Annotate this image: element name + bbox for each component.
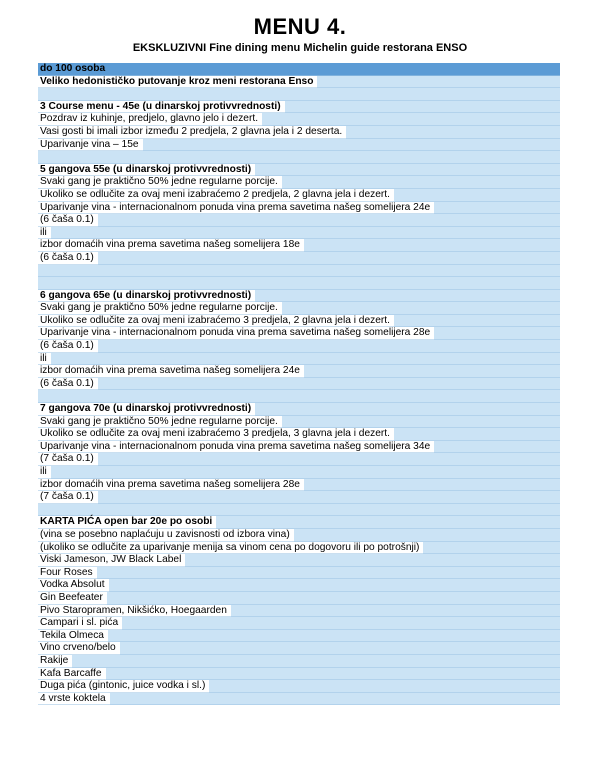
menu-row-text: Pivo Staropramen, Nikšićko, Hoegaarden	[40, 604, 227, 616]
menu-row-text: Svaki gang je praktično 50% jedne regularne porcije.	[40, 176, 278, 188]
menu-row-text: ili	[40, 466, 47, 477]
menu-row-text: (ukoliko se odlučite za uparivanje menija sa vinom cena po dogovoru ili po potrošnji)	[40, 541, 420, 553]
menu-row	[38, 302, 560, 315]
menu-row	[38, 693, 560, 706]
menu-table	[38, 63, 560, 705]
menu-row-text: ili	[40, 352, 47, 364]
menu-row	[38, 126, 560, 139]
menu-row-text: 5 gangova 55e (u dinarskoj protivvrednosti)	[40, 163, 252, 175]
menu-row-text: (7 čaša 0.1)	[40, 453, 94, 465]
menu-row	[38, 554, 560, 567]
menu-row-text: Tekila Olmeca	[40, 629, 104, 641]
menu-row-text: 3 Course menu - 45e (u dinarskoj protivvrednosti)	[40, 100, 281, 112]
menu-row-text: Duga pića (gintonic, juice vodka i sl.)	[40, 680, 206, 692]
menu-row-text: Gin Beefeater	[40, 591, 103, 603]
menu-row	[38, 227, 560, 240]
menu-row-text: (6 čaša 0.1)	[40, 214, 94, 226]
menu-row	[38, 252, 560, 265]
menu-row	[38, 164, 560, 177]
menu-row	[38, 605, 560, 618]
menu-row	[38, 290, 560, 303]
menu-row-text: Ukoliko se odlučite za ovaj meni izabraćemo 2 predjela, 2 glavna jela i dezert.	[40, 188, 390, 200]
menu-row-text: Ukoliko se odlučite za ovaj meni izabraćemo 3 predjela, 2 glavna jela i dezert.	[40, 314, 390, 326]
menu-row-text: izbor domaćih vina prema savetima našeg somelijera 28e	[40, 478, 300, 490]
menu-row	[38, 542, 560, 555]
menu-row-spacer	[38, 88, 560, 101]
menu-row-text: Svaki gang je praktično 50% jedne regularne porcije.	[40, 302, 278, 314]
menu-row-text: Uparivanje vina - internacionalnom ponuda vina prema savetima našeg somelijera 24e	[40, 201, 431, 213]
menu-row	[38, 642, 560, 655]
page-title: MENU 4.	[253, 14, 347, 39]
menu-row-spacer	[38, 151, 560, 164]
menu-row-text	[38, 88, 40, 99]
menu-row-text: (vina se posebno naplaćuju u zavisnosti od izbora vina)	[40, 528, 290, 540]
menu-row-text: Pozdrav iz kuhinje, predjelo, glavno jelo i dezert.	[40, 113, 259, 125]
menu-row-text	[38, 265, 40, 276]
menu-row-text: Veliko hedonističko putovanje kroz meni restorana Enso	[40, 75, 314, 87]
menu-row-text: 7 gangova 70e (u dinarskoj protivvrednosti)	[40, 403, 252, 415]
menu-row	[38, 579, 560, 592]
menu-row-text: Kafa Barcaffe	[40, 667, 102, 679]
menu-row-text: Uparivanje vina - internacionalnom ponuda vina prema savetima našeg somelijera 34e	[40, 440, 431, 452]
menu-row-text: Vodka Absolut	[40, 579, 105, 591]
menu-row	[38, 139, 560, 152]
menu-row	[38, 176, 560, 189]
menu-row	[38, 416, 560, 429]
menu-row	[38, 428, 560, 441]
menu-row	[38, 466, 560, 479]
menu-row-text: Ukoliko se odlučite za ovaj meni izabraćemo 3 predjela, 3 glavna jela i dezert.	[40, 428, 390, 440]
menu-row-text: 6 gangova 65e (u dinarskoj protivvrednosti)	[40, 289, 252, 301]
menu-row-text: Four Roses	[40, 566, 93, 578]
menu-row-text: Uparivanje vina - internacionalnom ponuda vina prema savetima našeg somelijera 28e	[40, 327, 431, 339]
menu-row-text: ili	[40, 226, 47, 238]
menu-row	[38, 315, 560, 328]
menu-row	[38, 403, 560, 416]
menu-row	[38, 630, 560, 643]
menu-row	[38, 340, 560, 353]
menu-row-text: 4 vrste koktela	[40, 692, 106, 704]
menu-row-text	[38, 390, 40, 401]
menu-row	[38, 529, 560, 542]
menu-row-text: Vino crveno/belo	[40, 642, 116, 654]
menu-row	[38, 668, 560, 681]
menu-row	[38, 101, 560, 114]
menu-row	[38, 567, 560, 580]
menu-row	[38, 63, 560, 76]
menu-row	[38, 365, 560, 378]
menu-row-text: Svaki gang je praktično 50% jedne regularne porcije.	[40, 415, 278, 427]
menu-row	[38, 441, 560, 454]
menu-row	[38, 592, 560, 605]
menu-row-text: Vasi gosti bi imali izbor između 2 predjela, 2 glavna jela i 2 deserta.	[40, 125, 343, 137]
page-subtitle: EKSKLUZIVNI Fine dining menu Michelin guide restorana ENSO	[132, 42, 468, 54]
menu-row-text: (6 čaša 0.1)	[40, 340, 94, 352]
menu-row	[38, 491, 560, 504]
menu-row	[38, 189, 560, 202]
menu-row-text	[38, 504, 40, 515]
menu-row-spacer	[38, 265, 560, 278]
menu-row-spacer	[38, 277, 560, 290]
menu-row-text	[38, 277, 40, 288]
menu-row-text	[38, 151, 40, 162]
menu-row	[38, 617, 560, 630]
menu-row-spacer	[38, 504, 560, 517]
menu-row	[38, 353, 560, 366]
menu-row-text: KARTA PIĆA open bar 20e po osobi	[40, 516, 213, 528]
menu-row-spacer	[38, 390, 560, 403]
menu-row-text: Viski Jameson, JW Black Label	[40, 554, 182, 566]
menu-row	[38, 453, 560, 466]
menu-row	[38, 516, 560, 529]
menu-row-text: Campari i sl. pića	[40, 617, 119, 629]
menu-row	[38, 202, 560, 215]
menu-row-text: (6 čaša 0.1)	[40, 251, 94, 263]
menu-row-text: izbor domaćih vina prema savetima našeg somelijera 24e	[40, 365, 300, 377]
menu-row	[38, 327, 560, 340]
menu-row	[38, 378, 560, 391]
menu-row	[38, 479, 560, 492]
menu-row-text: do 100 osoba	[40, 63, 106, 74]
menu-row	[38, 214, 560, 227]
menu-row-text: izbor domaćih vina prema savetima našeg somelijera 18e	[40, 239, 300, 251]
menu-row-text: Uparivanje vina – 15e	[40, 138, 139, 150]
menu-row-text: Rakije	[40, 654, 69, 666]
menu-row	[38, 76, 560, 89]
menu-row	[38, 113, 560, 126]
menu-row	[38, 239, 560, 252]
menu-row	[38, 680, 560, 693]
menu-row-text: (7 čaša 0.1)	[40, 491, 94, 503]
menu-row-text: (6 čaša 0.1)	[40, 377, 94, 389]
menu-row	[38, 655, 560, 668]
